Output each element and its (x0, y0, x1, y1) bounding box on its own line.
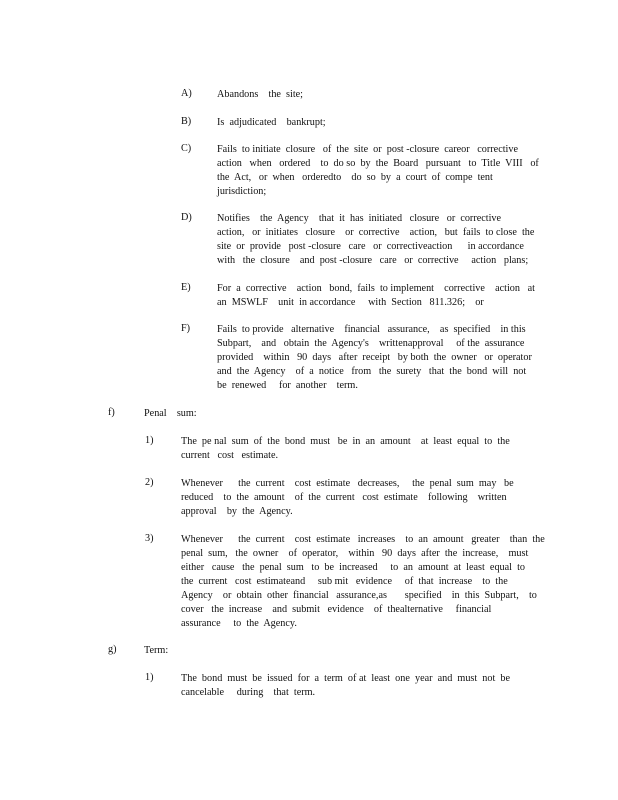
item-label: E) (181, 282, 191, 293)
section-label: f) (108, 407, 115, 418)
item-label: 2) (145, 477, 154, 488)
item-text: The bond must be issued for a term of at least one year and must not be cancelable during that term. (181, 673, 511, 698)
item-label: D) (181, 212, 192, 223)
item-label: B) (181, 116, 192, 127)
item-label: 1) (145, 672, 154, 683)
item-text: Whenever the current cost estimate decreases, the penal sum may be reduced to the amount of the current cost estimate following written approval by the Agency. (181, 478, 514, 517)
section-title: Penal sum: (144, 408, 197, 419)
item-label: 3) (145, 533, 154, 544)
item-text: Notifies the Agency that it has initiated closure or corrective action, or initiates closure or corrective action, but fails to close the site or provide post -closure care or correctiveaction in accordance with the closure and post -closure care or corrective action plans; (217, 213, 535, 266)
section-title: Term: (144, 645, 169, 656)
item-text: Fails to provide alternative financial assurance, as specified in this Subpart, and obtain the Agency's writtenapproval of the assurance provided within 90 days after receipt by both the owner or operator and the Agency of a notice from the surety that the bond will not be renewed for another term. (217, 324, 532, 391)
item-text: For a corrective action bond, fails to implement corrective action at an MSWLF unit in accordance with Section 811.326; or (217, 283, 535, 308)
item-text: The pe nal sum of the bond must be in an amount at least equal to the current cost estimate. (181, 436, 510, 461)
item-text: Abandons the site; (217, 89, 304, 100)
item-label: C) (181, 143, 192, 154)
item-text: Whenever the current cost estimate increases to an amount greater than the penal sum, the owner of operator, within 90 days after the increase, must either cause the penal sum to be increased to an amount at least equal to the current cost estimateand sub mit evidence of that increase to the Agency or obtain other financial assurance,as specified in this Subpart, to cover the increase and submit evidence of thealternative financial assurance to the Agency. (181, 534, 545, 629)
item-label: F) (181, 323, 191, 334)
item-label: A) (181, 88, 192, 99)
item-text: Is adjudicated bankrupt; (217, 117, 326, 128)
section-label: g) (108, 644, 117, 655)
item-text: Fails to initiate closure of the site or post -closure careor corrective action when ordered to do so by the Board pursuant to Title VIII of the Act, or when orderedto do so by a court of compe tent jurisdiction; (217, 144, 539, 197)
item-label: 1) (145, 435, 154, 446)
